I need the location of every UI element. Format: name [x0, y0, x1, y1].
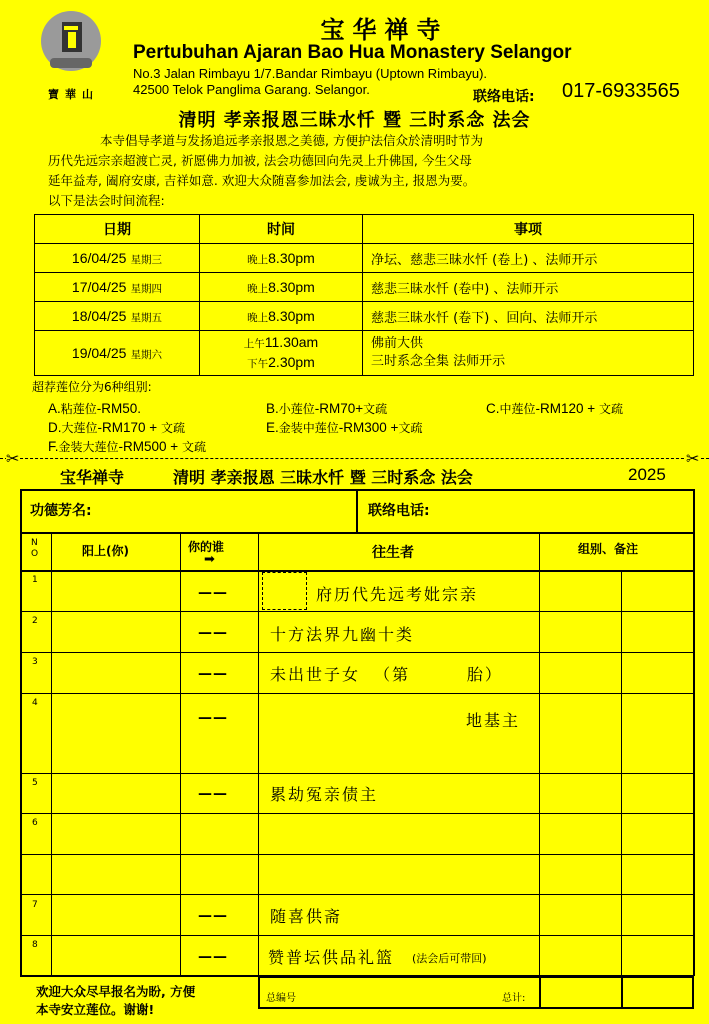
phone-label: 联络电话: [473, 89, 535, 105]
row-number: 7 [32, 900, 38, 910]
group-option: E.金装中莲位-RM300 +文疏 [266, 420, 423, 435]
row-time: 2.30pm [268, 354, 315, 370]
row-date: 19/04/25 [71, 344, 127, 361]
row-item: 慈悲三昧水忏 (卷中) 、法师开示 [363, 273, 694, 302]
row-deceased: 十方法界九幽十类 [270, 625, 415, 644]
row-dash: —— [198, 625, 228, 641]
row-number: 1 [32, 575, 38, 585]
schedule-row [35, 273, 694, 302]
col-no: N O [31, 538, 39, 559]
total-label: 总计: [502, 993, 526, 1004]
row-dash: —— [198, 908, 228, 924]
logo-text: 寶華山 [48, 88, 99, 101]
row-deceased: 地基主 [466, 711, 521, 730]
row-number: 8 [32, 940, 38, 950]
row-date: 17/04/25 [71, 278, 127, 295]
form-temple: 宝华禅寺 [60, 468, 125, 487]
header-item: 事项 [363, 215, 694, 244]
row-day: 星期四 [130, 282, 163, 295]
name-box[interactable] [262, 572, 307, 610]
row-dash: —— [198, 585, 228, 601]
intro-text [48, 131, 688, 211]
row-number: 2 [32, 616, 38, 626]
phone-number: 017-6933565 [562, 80, 680, 102]
row-dash: —— [198, 786, 228, 802]
time-prefix: 晚上 [247, 282, 269, 295]
row-time: 8.30pm [268, 307, 315, 324]
row-time: 8.30pm [268, 278, 315, 295]
intro-line: 本寺倡导孝道与发扬追远孝亲报恩之美德, 方便护法信众於清明时节为 [100, 133, 483, 148]
time-prefix: 上午 [243, 338, 265, 350]
intro-line: 以下是法会时间流程: [48, 193, 165, 208]
row-item: 净坛、慈悲三昧水忏 (卷上) 、法师开示 [363, 244, 694, 273]
schedule-row [35, 244, 694, 273]
group-option: C.中莲位-RM120 + 文疏 [486, 401, 624, 416]
total-no-label: 总编号 [266, 993, 296, 1004]
schedule-row [35, 331, 694, 376]
event-title: 清明 孝亲报恩三昧水忏 暨 三时系念 法会 [178, 110, 531, 131]
row-deceased: 赞普坛供品礼篮 [268, 948, 395, 967]
footer-line: 本寺安立莲位。谢谢! [36, 1002, 155, 1017]
group-option: D.大莲位-RM170 + 文疏 [48, 420, 186, 435]
col-deceased: 往生者 [372, 545, 414, 561]
row-item: 慈悲三昧水忏 (卷下) 、回向、法师开示 [363, 302, 694, 331]
row-dash: —— [198, 710, 228, 726]
row-day: 星期三 [130, 253, 163, 266]
form-year: 2025 [628, 465, 666, 484]
col-you: 你的谁 [188, 540, 225, 554]
row-number: 3 [32, 657, 38, 667]
scissor-icon: ✂ [686, 449, 700, 468]
time-prefix: 下午 [247, 358, 269, 370]
page-title: 宝华禅寺 [320, 16, 449, 44]
row-date: 18/04/25 [71, 307, 127, 324]
row-time: 11.30am [264, 334, 319, 350]
org-name: Pertubuhan Ajaran Bao Hua Monastery Selangor [133, 42, 572, 63]
donor-label: 功德芳名: [30, 503, 92, 519]
scissor-icon: ✂ [6, 449, 20, 468]
row-day: 星期五 [130, 311, 163, 324]
address-line2: 42500 Telok Panglima Garang. Selangor. [133, 82, 370, 97]
footer-line: 欢迎大众尽早报名为盼, 方便 [36, 984, 196, 999]
address [133, 66, 487, 98]
row-date: 16/04/25 [71, 249, 127, 266]
row-deceased: 随喜供斋 [270, 907, 343, 926]
row-note: (法会后可带回) [412, 952, 487, 965]
row-day: 星期六 [130, 348, 163, 361]
row-number: 5 [32, 778, 38, 788]
row-dash: —— [198, 949, 228, 965]
footer-note [36, 983, 195, 1019]
header-time: 时间 [200, 215, 363, 244]
col-group: 组别、备注 [578, 542, 639, 556]
group-option: A.粘莲位-RM50. [48, 401, 142, 416]
form-title: 清明 孝亲报恩 三昧水忏 暨 三时系念 法会 [173, 468, 473, 487]
time-prefix: 晚上 [247, 253, 269, 266]
row-time: 8.30pm [268, 249, 315, 266]
row-item: 佛前大供 [371, 336, 424, 351]
groups-title: 超荐莲位分为6种组别: [32, 380, 152, 394]
time-prefix: 晚上 [247, 311, 269, 324]
cut-line [0, 458, 709, 459]
form-phone-label: 联络电话: [368, 503, 430, 519]
row-number: 4 [32, 698, 38, 708]
schedule-row [35, 302, 694, 331]
row-deceased: 府历代先远考妣宗亲 [316, 585, 479, 604]
total-box[interactable] [258, 976, 694, 1009]
intro-line: 延年益寿, 阖府安康, 吉祥如意. 欢迎大众随喜参加法会, 虔诚为主, 报恩为要。 [48, 173, 476, 188]
arrow-right-icon: ➡ [204, 552, 215, 567]
schedule-table [34, 214, 694, 376]
row-number: 6 [32, 818, 38, 828]
col-yang: 阳上(你) [82, 544, 129, 558]
row-deceased: 未出世子女 （第 胎） [270, 665, 503, 684]
group-option: F.金装大莲位-RM500 + 文疏 [48, 439, 207, 454]
group-option: B.小莲位-RM70+文疏 [266, 401, 388, 416]
row-dash: —— [198, 666, 228, 682]
address-line1: No.3 Jalan Rimbayu 1/7.Bandar Rimbayu (Uptown Rimbayu). [133, 66, 488, 81]
row-item: 三时系念全集 法师开示 [371, 354, 506, 369]
header-date: 日期 [35, 215, 200, 244]
schedule-header [35, 215, 694, 244]
intro-line: 历代先远宗亲超渡亡灵, 祈愿佛力加被, 法会功德回向先灵上升佛国, 今生父母 [48, 153, 472, 168]
row-deceased: 累劫冤亲债主 [270, 785, 379, 804]
